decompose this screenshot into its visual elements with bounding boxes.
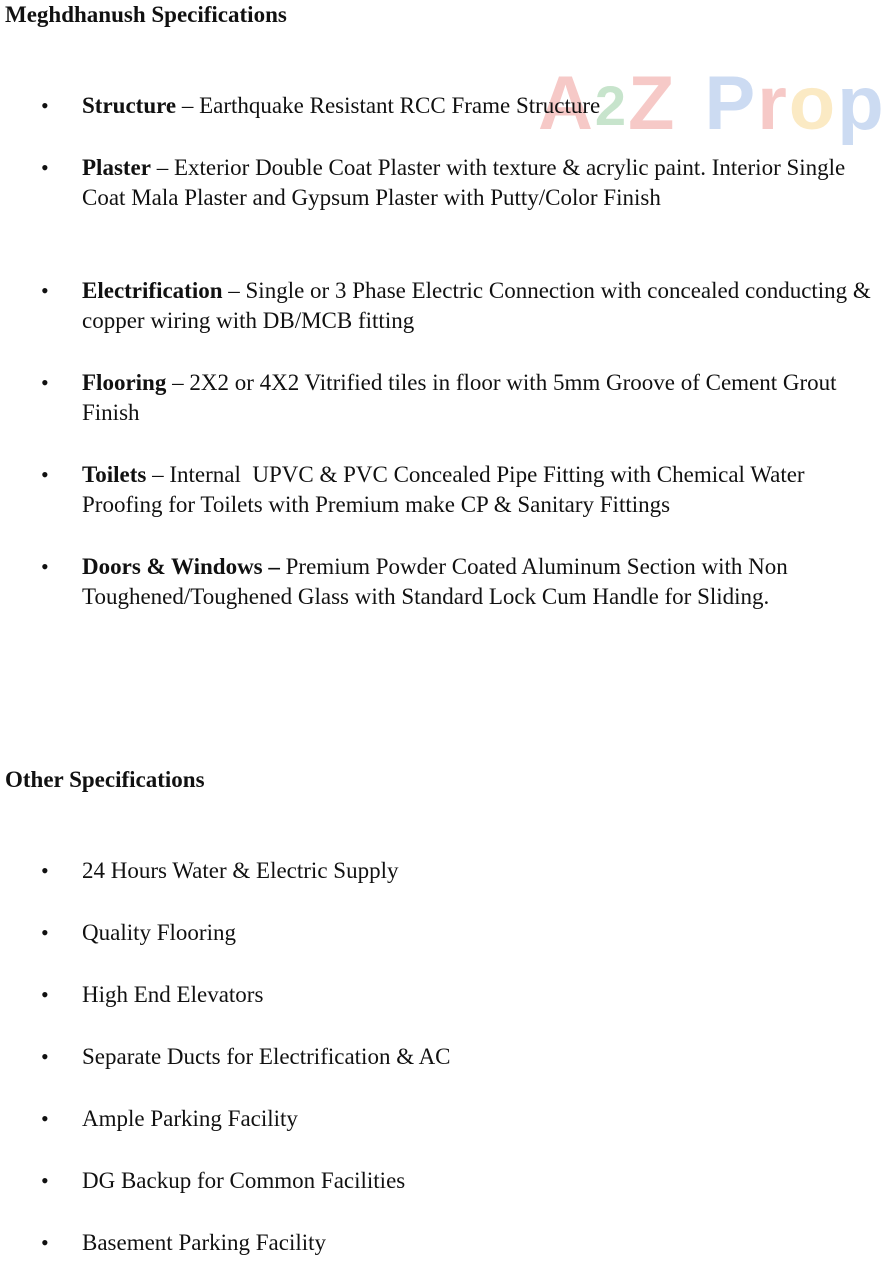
bullet-icon: • [41,858,49,883]
watermark-letter: A [538,61,595,146]
bullet-icon: • [41,1230,49,1255]
list-item-text: Quality Flooring [82,920,236,945]
spec-term: Doors & Windows [82,554,263,579]
list-item-text: 24 Hours Water & Electric Supply [82,858,399,883]
list-item-text: High End Elevators [82,982,264,1007]
bullet-icon: • [41,1044,49,1069]
list-item-body [82,460,890,520]
bullet-icon: • [41,554,49,579]
separator: – [146,462,170,487]
separator: – [150,155,174,180]
separator: – [176,93,200,118]
list-item-body [82,552,890,612]
bullet-icon: • [41,370,49,395]
bullet-icon: • [41,462,49,487]
bullet-icon: • [41,1168,49,1193]
spec-description: Internal UPVC & PVC Concealed Pipe Fitting with Chemical Water Proofing for Toilets with Premium make CP & Sanitary Fittings [82,462,811,517]
bullet-icon: • [41,982,49,1007]
list-item-text: Ample Parking Facility [82,1106,298,1131]
house-icon: 2 [594,74,629,137]
list-item-text: DG Backup for Common Facilities [82,1168,406,1193]
separator: – [166,370,190,395]
watermark-letter: P [704,61,758,146]
watermark-letter: p [837,61,886,146]
spec-description: Single or 3 Phase Electric Connection with concealed conducting & copper wiring with DB/MCB fitting [82,278,871,333]
spec-description: Earthquake Resistant RCC Frame Structure [199,93,601,118]
spec-description: Premium Powder Coated Aluminum Section with Non Toughened/Toughened Glass with Standard Lock Cum Handle for Sliding. [82,554,788,609]
separator: – [262,554,286,579]
spec-term: Electrification [82,278,223,303]
watermark-letter: r [757,61,789,146]
spec-term: Structure [82,93,177,118]
list-item-body [82,153,890,213]
list-item-body [82,91,890,121]
bullet-icon: • [41,155,49,180]
separator: – [222,278,246,303]
list-item-body [82,276,890,336]
bullet-icon: • [41,1106,49,1131]
bullet-icon: • [41,920,49,945]
spec-term: Toilets [82,462,147,487]
list-item-text: Separate Ducts for Electrification & AC [82,1044,451,1069]
spec-description: 2X2 or 4X2 Vitrified tiles in floor with 5mm Groove of Cement Grout Finish [82,370,837,425]
spec-term: Plaster [82,155,151,180]
section-title-meghdhanush-specifications: Meghdhanush Specifications [5,2,287,27]
spec-description: Exterior Double Coat Plaster with texture & acrylic paint. Interior Single Coat Mala Plaster and Gypsum Plaster with Putty/Color Finish [82,155,846,210]
list-item-text: Basement Parking Facility [82,1230,327,1255]
section-title-other-specifications: Other Specifications [5,767,205,792]
bullet-icon: • [41,278,49,303]
watermark-letter: o [788,61,838,146]
watermark-letter: Z [628,61,677,146]
list-item-body [82,368,890,428]
bullet-icon: • [41,93,49,118]
spec-term: Flooring [82,370,167,395]
